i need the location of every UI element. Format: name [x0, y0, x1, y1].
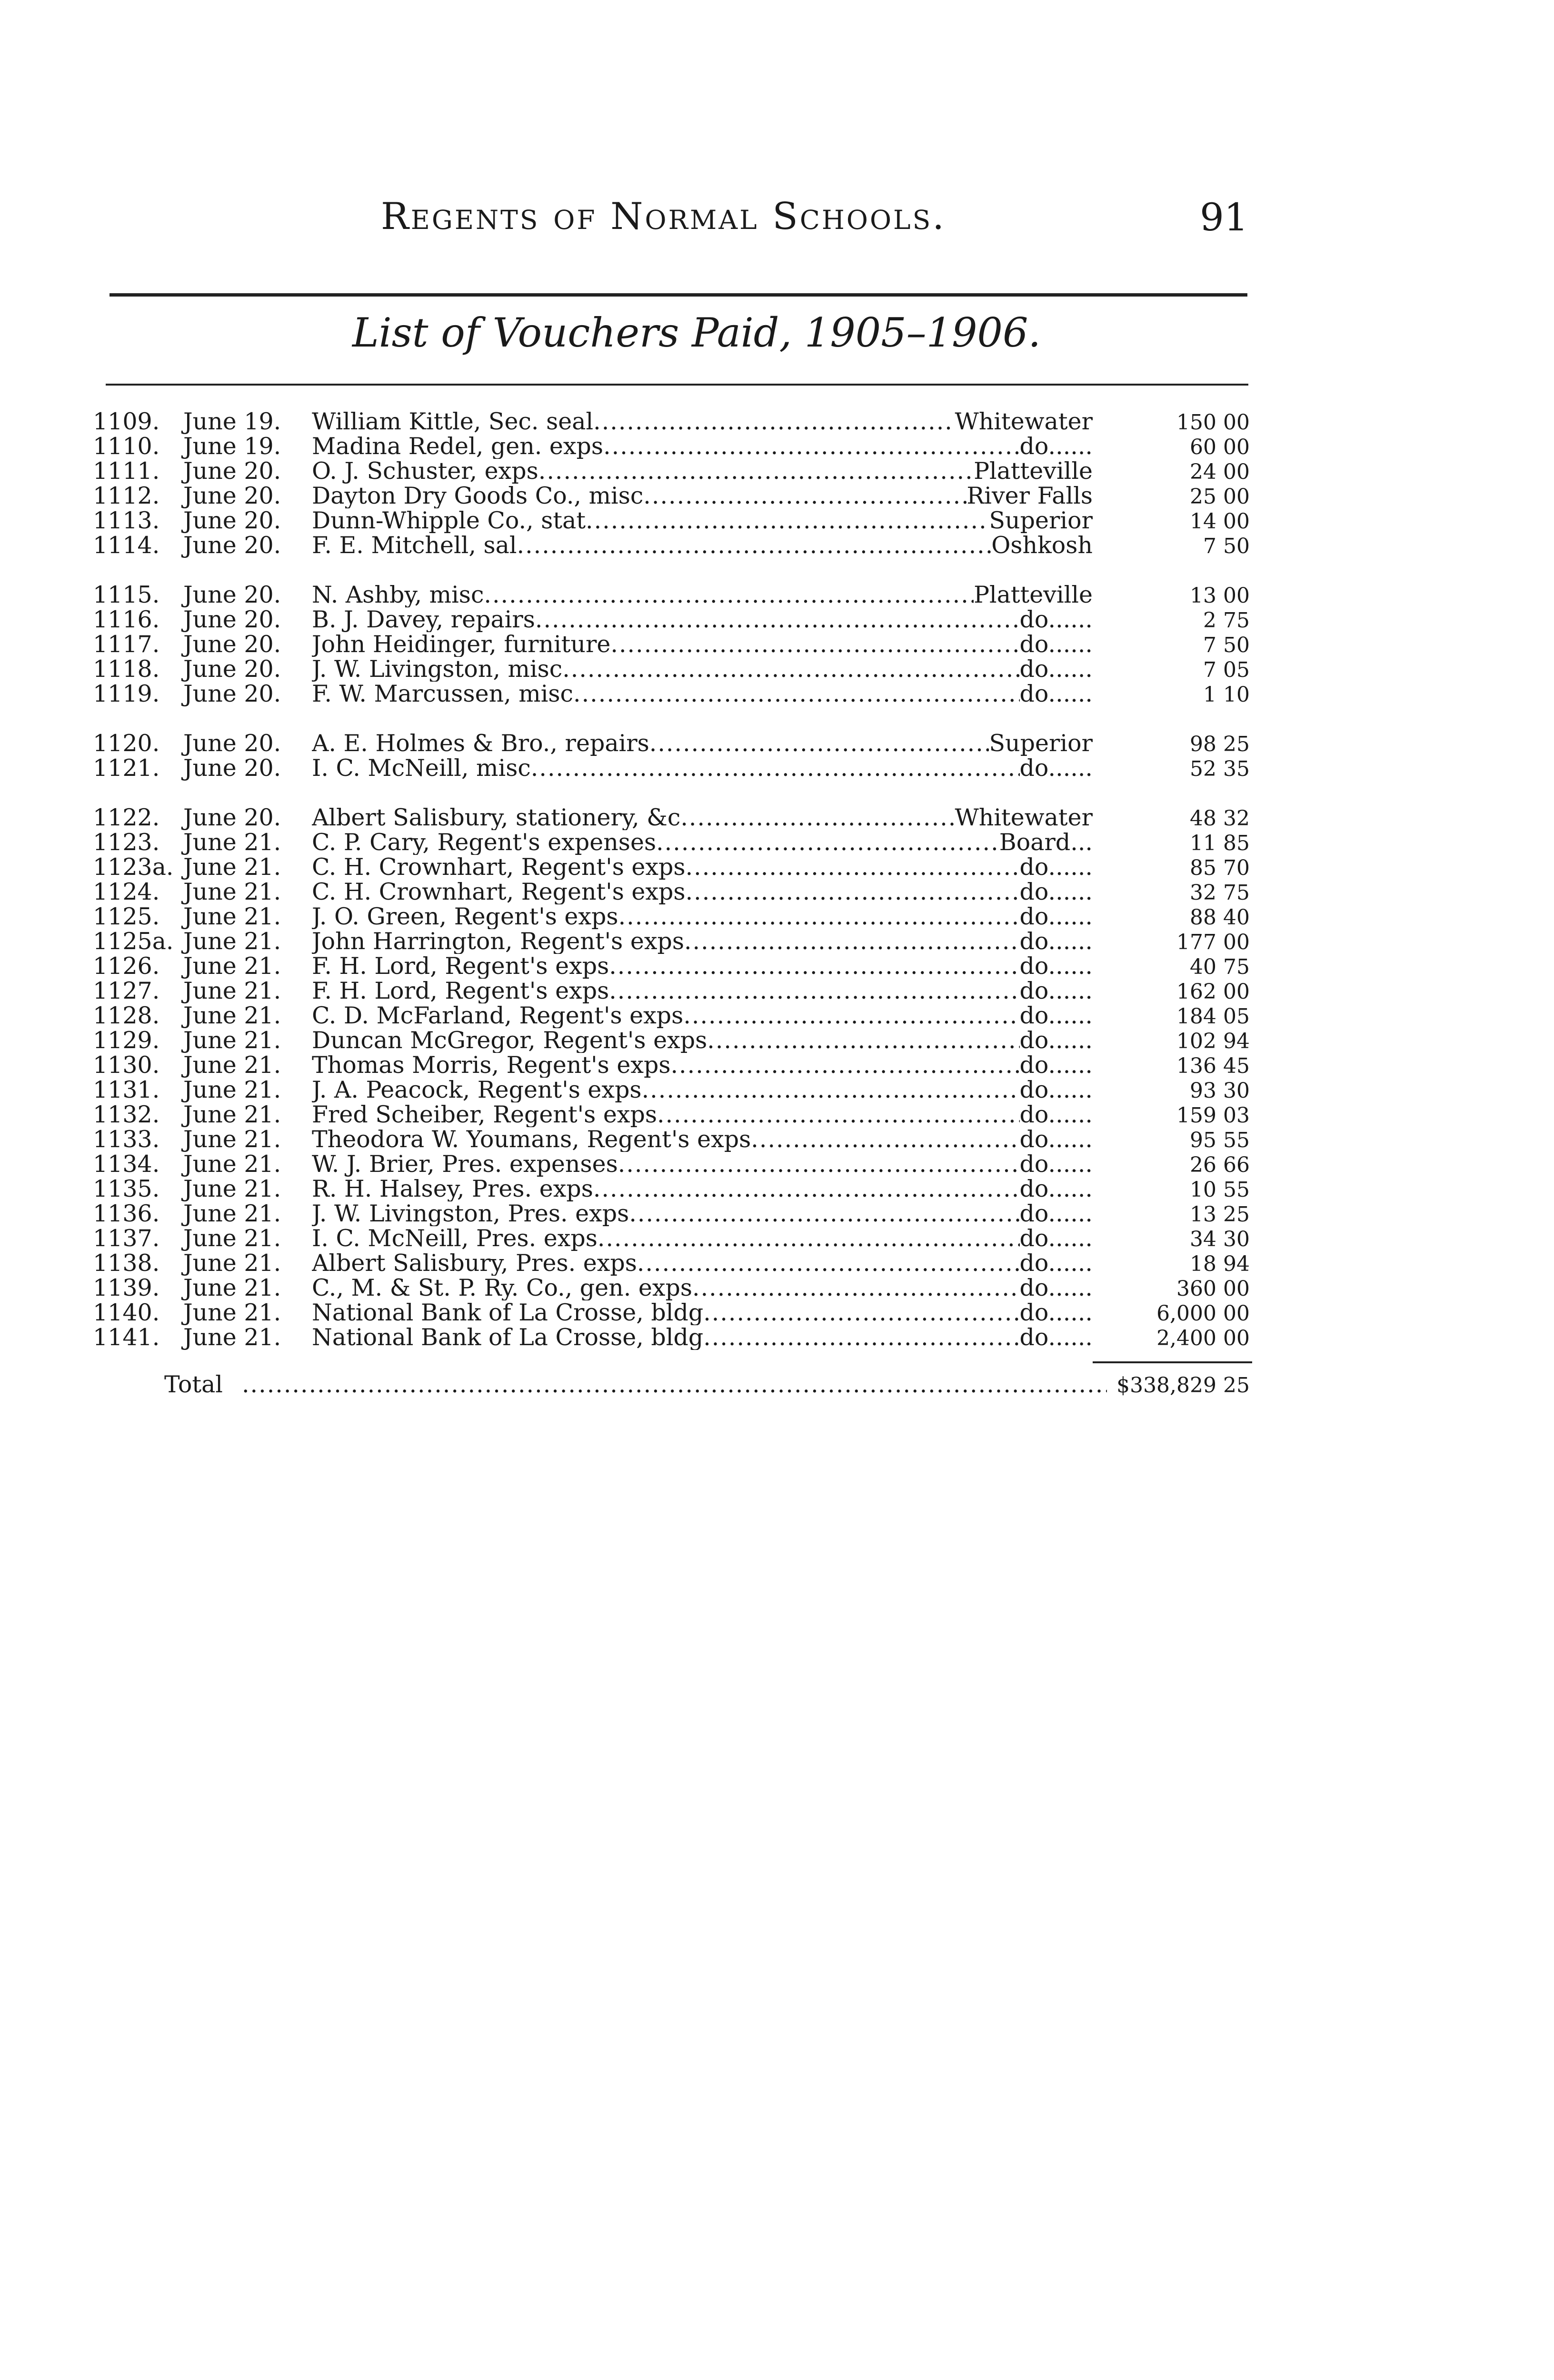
voucher-number: 1112. — [93, 482, 160, 509]
voucher-row — [93, 1201, 1250, 1226]
payee: I. C. McNeill, Pres. exps — [312, 1226, 598, 1251]
voucher-amount: 25 00 — [1190, 485, 1250, 509]
voucher-group — [93, 805, 1250, 1350]
leader-dots — [703, 1325, 1019, 1350]
voucher-row — [93, 756, 1250, 781]
school: do...... — [1019, 756, 1093, 781]
voucher-row — [93, 459, 1250, 484]
voucher-amount: 14 00 — [1190, 509, 1250, 534]
voucher-table — [93, 409, 1250, 1375]
school: Superior — [989, 508, 1093, 533]
voucher-description — [312, 1276, 1093, 1300]
voucher-number: 1113. — [93, 507, 160, 534]
voucher-description — [312, 1300, 1093, 1325]
voucher-amount: 150 00 — [1176, 410, 1250, 435]
school: do...... — [1019, 1300, 1093, 1325]
school: Whitewater — [955, 409, 1093, 434]
voucher-number: 1136. — [93, 1200, 160, 1227]
payee: F. H. Lord, Regent's exps — [312, 979, 609, 1003]
voucher-description — [312, 1325, 1093, 1350]
voucher-description — [312, 756, 1093, 781]
leader-dots — [242, 1371, 1107, 1398]
payee: Duncan McGregor, Regent's exps — [312, 1028, 707, 1053]
voucher-row — [93, 1325, 1250, 1350]
voucher-amount: 32 75 — [1190, 881, 1250, 905]
total-rule — [1093, 1361, 1252, 1363]
voucher-description — [312, 583, 1093, 607]
voucher-row — [93, 830, 1250, 855]
voucher-date: June 19. — [183, 408, 281, 435]
title-rule — [106, 384, 1248, 386]
voucher-row — [93, 1003, 1250, 1028]
voucher-date: June 20. — [183, 804, 281, 831]
voucher-row — [93, 1078, 1250, 1102]
leader-dots — [656, 830, 999, 855]
voucher-amount: 6,000 00 — [1156, 1301, 1250, 1326]
leader-dots — [680, 805, 955, 830]
voucher-number: 1135. — [93, 1175, 160, 1202]
voucher-date: June 20. — [183, 631, 281, 658]
voucher-row — [93, 657, 1250, 682]
leader-dots — [586, 508, 989, 533]
voucher-row — [93, 508, 1250, 533]
voucher-date: June 20. — [183, 754, 281, 782]
voucher-row — [93, 1053, 1250, 1078]
voucher-number: 1126. — [93, 952, 160, 980]
school: Platteville — [974, 583, 1093, 607]
voucher-amount: 11 85 — [1190, 831, 1250, 855]
voucher-description — [312, 533, 1093, 558]
voucher-amount: 85 70 — [1190, 856, 1250, 880]
payee: Thomas Morris, Regent's exps — [312, 1053, 671, 1078]
leader-dots — [643, 484, 966, 508]
voucher-row — [93, 904, 1250, 929]
school: do...... — [1019, 880, 1093, 904]
payee: R. H. Halsey, Pres. exps — [312, 1177, 593, 1201]
leader-dots — [598, 1226, 1020, 1251]
leader-dots — [535, 607, 1020, 632]
voucher-description — [312, 1053, 1093, 1078]
voucher-description — [312, 904, 1093, 929]
leader-dots — [531, 756, 1020, 781]
voucher-description — [312, 880, 1093, 904]
school: do...... — [1019, 607, 1093, 632]
payee: F. E. Mitchell, sal — [312, 533, 517, 558]
school: do...... — [1019, 1003, 1093, 1028]
payee: C. H. Crownhart, Regent's exps — [312, 880, 686, 904]
payee: I. C. McNeill, misc — [312, 756, 531, 781]
voucher-number: 1132. — [93, 1101, 160, 1128]
voucher-amount: 7 50 — [1203, 534, 1250, 558]
school: do...... — [1019, 855, 1093, 880]
voucher-description — [312, 731, 1093, 756]
payee: John Harrington, Regent's exps — [312, 929, 684, 954]
leader-dots — [562, 657, 1019, 682]
voucher-amount: 26 66 — [1190, 1153, 1250, 1177]
voucher-row — [93, 583, 1250, 607]
voucher-row — [93, 607, 1250, 632]
school: do...... — [1019, 1226, 1093, 1251]
school: Platteville — [974, 459, 1093, 484]
voucher-date: June 21. — [183, 952, 281, 980]
payee: John Heidinger, furniture — [312, 632, 611, 657]
voucher-description — [312, 1152, 1093, 1177]
voucher-number: 1124. — [93, 878, 160, 905]
leader-dots — [686, 880, 1020, 904]
voucher-amount: 13 00 — [1190, 584, 1250, 608]
voucher-date: June 21. — [183, 1175, 281, 1202]
school: do...... — [1019, 1201, 1093, 1226]
voucher-number: 1115. — [93, 581, 160, 608]
leader-dots — [610, 632, 1019, 657]
voucher-amount: 13 25 — [1190, 1202, 1250, 1227]
school: do...... — [1019, 929, 1093, 954]
voucher-date: June 21. — [183, 829, 281, 856]
school: River Falls — [966, 484, 1093, 508]
voucher-amount: 88 40 — [1190, 905, 1250, 930]
leader-dots — [686, 855, 1020, 880]
voucher-date: June 20. — [183, 655, 281, 683]
voucher-description — [312, 830, 1093, 855]
voucher-number: 1139. — [93, 1274, 160, 1301]
voucher-amount: 7 05 — [1203, 658, 1250, 682]
school: do...... — [1019, 657, 1093, 682]
school: Oshkosh — [991, 533, 1093, 558]
voucher-amount: 7 50 — [1203, 633, 1250, 657]
payee: N. Ashby, misc — [312, 583, 484, 607]
voucher-amount: 40 75 — [1190, 955, 1250, 979]
voucher-number: 1125a. — [93, 928, 174, 955]
voucher-amount: 2 75 — [1203, 608, 1250, 633]
voucher-date: June 21. — [183, 1076, 281, 1103]
payee: Albert Salisbury, Pres. exps — [312, 1251, 637, 1276]
voucher-row — [93, 434, 1250, 459]
payee: F. W. Marcussen, misc — [312, 682, 574, 706]
voucher-date: June 21. — [183, 977, 281, 1004]
voucher-number: 1133. — [93, 1126, 160, 1153]
voucher-description — [312, 954, 1093, 979]
school: do...... — [1019, 904, 1093, 929]
voucher-description — [312, 508, 1093, 533]
voucher-date: June 20. — [183, 581, 281, 608]
voucher-row — [93, 880, 1250, 904]
voucher-number: 1122. — [93, 804, 160, 831]
voucher-row — [93, 1276, 1250, 1300]
leader-dots — [751, 1127, 1019, 1152]
school: do...... — [1019, 434, 1093, 459]
leader-dots — [609, 979, 1019, 1003]
header-rule — [110, 293, 1247, 297]
voucher-row — [93, 1102, 1250, 1127]
voucher-date: June 20. — [183, 606, 281, 633]
school: do...... — [1019, 1078, 1093, 1102]
voucher-row — [93, 484, 1250, 508]
school: do...... — [1019, 1152, 1093, 1177]
voucher-amount: 18 94 — [1190, 1252, 1250, 1276]
school: do...... — [1019, 1053, 1093, 1078]
leader-dots — [593, 1177, 1020, 1201]
voucher-number: 1116. — [93, 606, 160, 633]
voucher-description — [312, 1102, 1093, 1127]
payee: Dunn-Whipple Co., stat — [312, 508, 586, 533]
leader-dots — [642, 1078, 1020, 1102]
voucher-description — [312, 1177, 1093, 1201]
payee: C. D. McFarland, Regent's exps — [312, 1003, 684, 1028]
payee: J. O. Green, Regent's exps — [312, 904, 618, 929]
voucher-number: 1127. — [93, 977, 160, 1004]
voucher-amount: 102 94 — [1176, 1029, 1250, 1053]
voucher-date: June 20. — [183, 482, 281, 509]
payee: Madina Redel, gen. exps — [312, 434, 604, 459]
voucher-amount: 184 05 — [1176, 1004, 1250, 1029]
leader-dots — [609, 954, 1019, 979]
payee: O. J. Schuster, exps — [312, 459, 538, 484]
leader-dots — [703, 1300, 1019, 1325]
voucher-number: 1118. — [93, 655, 160, 683]
voucher-number: 1128. — [93, 1002, 160, 1029]
payee: F. H. Lord, Regent's exps — [312, 954, 609, 979]
leader-dots — [657, 1102, 1020, 1127]
voucher-number: 1110. — [93, 433, 160, 460]
voucher-description — [312, 1078, 1093, 1102]
voucher-number: 1131. — [93, 1076, 160, 1103]
voucher-date: June 21. — [183, 878, 281, 905]
voucher-amount: 34 30 — [1190, 1227, 1250, 1251]
leader-dots — [629, 1201, 1019, 1226]
voucher-description — [312, 459, 1093, 484]
voucher-number: 1134. — [93, 1150, 160, 1178]
voucher-amount: 2,400 00 — [1156, 1326, 1250, 1350]
school: do...... — [1019, 1127, 1093, 1152]
school: Superior — [989, 731, 1093, 756]
voucher-amount: 159 03 — [1176, 1103, 1250, 1128]
voucher-description — [312, 434, 1093, 459]
voucher-date: June 21. — [183, 903, 281, 930]
payee: National Bank of La Crosse, bldg — [312, 1300, 704, 1325]
voucher-amount: 360 00 — [1176, 1277, 1250, 1301]
voucher-row — [93, 533, 1250, 558]
voucher-date: June 21. — [183, 853, 281, 881]
leader-dots — [692, 1276, 1020, 1300]
payee: C., M. & St. P. Ry. Co., gen. exps — [312, 1276, 693, 1300]
school: do...... — [1019, 1251, 1093, 1276]
running-head-title: Regents of Normal Schools. — [381, 195, 946, 238]
school: do...... — [1019, 682, 1093, 706]
payee: J. A. Peacock, Regent's exps — [312, 1078, 642, 1102]
leader-dots — [538, 459, 974, 484]
leader-dots — [593, 409, 955, 434]
voucher-number: 1140. — [93, 1299, 160, 1326]
voucher-date: June 21. — [183, 1225, 281, 1252]
voucher-row — [93, 954, 1250, 979]
voucher-date: June 20. — [183, 730, 281, 757]
school: do...... — [1019, 979, 1093, 1003]
voucher-row — [93, 1152, 1250, 1177]
school: do...... — [1019, 1028, 1093, 1053]
voucher-date: June 21. — [183, 1324, 281, 1351]
voucher-number: 1129. — [93, 1027, 160, 1054]
voucher-date: June 21. — [183, 1150, 281, 1178]
voucher-description — [312, 1251, 1093, 1276]
school: do...... — [1019, 1276, 1093, 1300]
payee: National Bank of La Crosse, bldg — [312, 1325, 704, 1350]
leader-dots — [670, 1053, 1019, 1078]
voucher-date: June 19. — [183, 433, 281, 460]
school: do...... — [1019, 954, 1093, 979]
voucher-number: 1121. — [93, 754, 160, 782]
school: Whitewater — [955, 805, 1093, 830]
school: do...... — [1019, 632, 1093, 657]
page-number: 91 — [1200, 195, 1248, 239]
voucher-description — [312, 1028, 1093, 1053]
school: do...... — [1019, 1102, 1093, 1127]
total-row — [93, 1371, 1250, 1398]
voucher-row — [93, 979, 1250, 1003]
voucher-amount: 60 00 — [1190, 435, 1250, 459]
total-amount: $338,829 25 — [1116, 1373, 1250, 1398]
voucher-description — [312, 657, 1093, 682]
voucher-row — [93, 1300, 1250, 1325]
voucher-row — [93, 855, 1250, 880]
school: Board... — [999, 830, 1093, 855]
payee: C. H. Crownhart, Regent's exps — [312, 855, 686, 880]
total-label: Total — [164, 1371, 223, 1398]
leader-dots — [618, 1152, 1020, 1177]
voucher-date: June 20. — [183, 532, 281, 559]
leader-dots — [684, 929, 1020, 954]
voucher-number: 1141. — [93, 1324, 160, 1351]
voucher-amount: 10 55 — [1190, 1178, 1250, 1202]
payee: William Kittle, Sec. seal — [312, 409, 594, 434]
voucher-row — [93, 805, 1250, 830]
voucher-number: 1123a. — [93, 853, 174, 881]
payee: C. P. Cary, Regent's expenses — [312, 830, 657, 855]
voucher-date: June 20. — [183, 457, 281, 485]
voucher-amount: 162 00 — [1176, 980, 1250, 1004]
voucher-amount: 1 10 — [1203, 683, 1250, 707]
leader-dots — [637, 1251, 1020, 1276]
table-title: List of Vouchers Paid, 1905–1906. — [352, 309, 1041, 356]
leader-dots — [484, 583, 974, 607]
voucher-row — [93, 682, 1250, 706]
voucher-amount: 98 25 — [1190, 732, 1250, 756]
voucher-description — [312, 855, 1093, 880]
payee: Fred Scheiber, Regent's exps — [312, 1102, 657, 1127]
payee: B. J. Davey, repairs — [312, 607, 535, 632]
voucher-description — [312, 1226, 1093, 1251]
voucher-row — [93, 731, 1250, 756]
voucher-description — [312, 484, 1093, 508]
voucher-description — [312, 1127, 1093, 1152]
voucher-row — [93, 1028, 1250, 1053]
voucher-description — [312, 632, 1093, 657]
school: do...... — [1019, 1177, 1093, 1201]
leader-dots — [573, 682, 1020, 706]
leader-dots — [683, 1003, 1019, 1028]
voucher-date: June 21. — [183, 1101, 281, 1128]
voucher-number: 1123. — [93, 829, 160, 856]
voucher-date: June 21. — [183, 1250, 281, 1277]
school: do...... — [1019, 1325, 1093, 1350]
voucher-date: June 21. — [183, 1126, 281, 1153]
leader-dots — [649, 731, 989, 756]
leader-dots — [603, 434, 1019, 459]
voucher-date: June 21. — [183, 1299, 281, 1326]
voucher-row — [93, 1251, 1250, 1276]
payee: W. J. Brier, Pres. expenses — [312, 1152, 618, 1177]
voucher-number: 1111. — [93, 457, 160, 485]
voucher-date: June 21. — [183, 1027, 281, 1054]
voucher-date: June 21. — [183, 1200, 281, 1227]
voucher-number: 1117. — [93, 631, 160, 658]
payee: J. W. Livingston, misc — [312, 657, 563, 682]
voucher-row — [93, 1226, 1250, 1251]
voucher-amount: 177 00 — [1176, 930, 1250, 954]
payee: Dayton Dry Goods Co., misc — [312, 484, 644, 508]
payee: Albert Salisbury, stationery, &c — [312, 805, 681, 830]
leader-dots — [618, 904, 1020, 929]
voucher-number: 1137. — [93, 1225, 160, 1252]
voucher-amount: 95 55 — [1190, 1128, 1250, 1152]
voucher-row — [93, 1177, 1250, 1201]
voucher-description — [312, 1003, 1093, 1028]
leader-dots — [707, 1028, 1019, 1053]
voucher-date: June 21. — [183, 928, 281, 955]
voucher-amount: 93 30 — [1190, 1079, 1250, 1103]
voucher-description — [312, 805, 1093, 830]
voucher-description — [312, 1201, 1093, 1226]
voucher-date: June 20. — [183, 680, 281, 707]
voucher-description — [312, 979, 1093, 1003]
voucher-number: 1130. — [93, 1051, 160, 1079]
voucher-number: 1138. — [93, 1250, 160, 1277]
payee: J. W. Livingston, Pres. exps — [312, 1201, 629, 1226]
voucher-amount: 52 35 — [1190, 757, 1250, 781]
voucher-date: June 21. — [183, 1051, 281, 1079]
voucher-date: June 21. — [183, 1002, 281, 1029]
voucher-amount: 136 45 — [1176, 1054, 1250, 1078]
voucher-description — [312, 682, 1093, 706]
voucher-description — [312, 929, 1093, 954]
voucher-number: 1120. — [93, 730, 160, 757]
leader-dots — [517, 533, 992, 558]
voucher-row — [93, 409, 1250, 434]
voucher-number: 1109. — [93, 408, 160, 435]
voucher-number: 1119. — [93, 680, 160, 707]
voucher-group — [93, 409, 1250, 558]
voucher-description — [312, 409, 1093, 434]
voucher-row — [93, 929, 1250, 954]
voucher-description — [312, 607, 1093, 632]
voucher-group — [93, 583, 1250, 706]
payee: Theodora W. Youmans, Regent's exps — [312, 1127, 751, 1152]
payee: A. E. Holmes & Bro., repairs — [312, 731, 649, 756]
voucher-amount: 48 32 — [1190, 806, 1250, 831]
voucher-date: June 21. — [183, 1274, 281, 1301]
voucher-amount: 24 00 — [1190, 460, 1250, 484]
voucher-number: 1114. — [93, 532, 160, 559]
voucher-group — [93, 731, 1250, 781]
voucher-row — [93, 632, 1250, 657]
voucher-number: 1125. — [93, 903, 160, 930]
voucher-date: June 20. — [183, 507, 281, 534]
voucher-row — [93, 1127, 1250, 1152]
